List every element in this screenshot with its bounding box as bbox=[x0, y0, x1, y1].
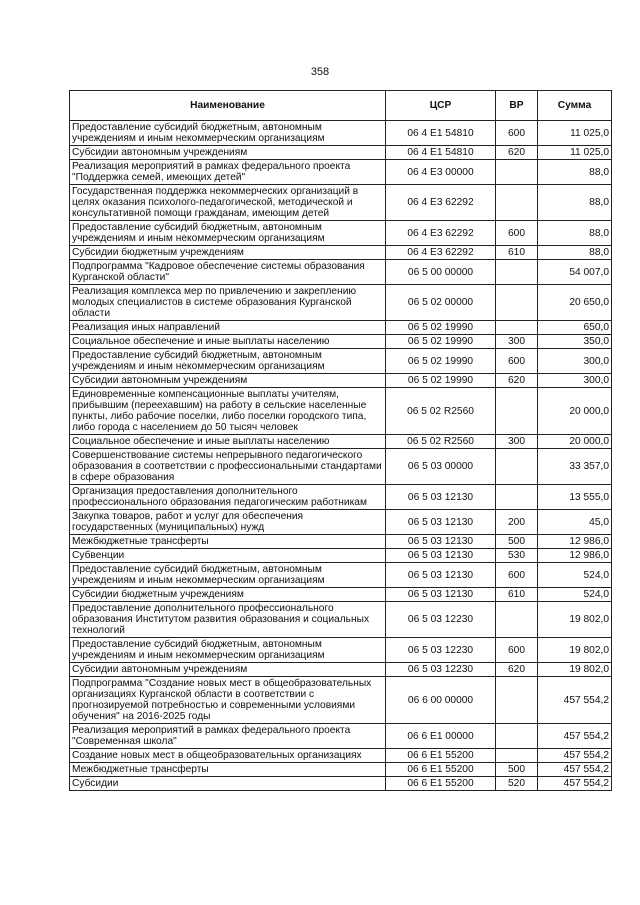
cell-name: Предоставление субсидий бюджетным, автономным учреждениям и иным некоммерческим организациям bbox=[70, 221, 386, 246]
cell-vr: 620 bbox=[496, 374, 538, 388]
cell-vr: 600 bbox=[496, 638, 538, 663]
cell-csr: 06 5 03 12130 bbox=[386, 588, 496, 602]
cell-name: Реализация мероприятий в рамках федерального проекта "Современная школа" bbox=[70, 724, 386, 749]
table-row bbox=[70, 449, 612, 485]
cell-csr: 06 6 E1 55200 bbox=[386, 777, 496, 791]
table-row bbox=[70, 285, 612, 321]
cell-csr: 06 5 02 19990 bbox=[386, 349, 496, 374]
cell-name: Реализация комплекса мер по привлечению и закреплению молодых специалистов в системе образования Курганской области bbox=[70, 285, 386, 321]
table-row bbox=[70, 602, 612, 638]
cell-sum: 457 554,2 bbox=[538, 749, 612, 763]
cell-sum: 457 554,2 bbox=[538, 724, 612, 749]
cell-name: Социальное обеспечение и иные выплаты населению bbox=[70, 435, 386, 449]
cell-csr: 06 4 E3 62292 bbox=[386, 221, 496, 246]
cell-name: Закупка товаров, работ и услуг для обеспечения государственных (муниципальных) нужд bbox=[70, 510, 386, 535]
cell-sum: 524,0 bbox=[538, 588, 612, 602]
cell-vr bbox=[496, 724, 538, 749]
cell-sum: 12 986,0 bbox=[538, 549, 612, 563]
cell-vr bbox=[496, 260, 538, 285]
cell-vr: 620 bbox=[496, 663, 538, 677]
header-sum: Сумма bbox=[538, 91, 612, 121]
table-row bbox=[70, 335, 612, 349]
cell-vr: 600 bbox=[496, 221, 538, 246]
table-row bbox=[70, 321, 612, 335]
cell-csr: 06 6 E1 00000 bbox=[386, 724, 496, 749]
cell-sum: 88,0 bbox=[538, 221, 612, 246]
cell-sum: 524,0 bbox=[538, 563, 612, 588]
table-row bbox=[70, 663, 612, 677]
cell-csr: 06 4 E3 00000 bbox=[386, 160, 496, 185]
cell-csr: 06 5 03 12130 bbox=[386, 485, 496, 510]
cell-vr bbox=[496, 160, 538, 185]
cell-vr bbox=[496, 749, 538, 763]
cell-csr: 06 4 E1 54810 bbox=[386, 146, 496, 160]
cell-sum: 12 986,0 bbox=[538, 535, 612, 549]
cell-name: Предоставление дополнительного профессионального образования Институтом развития образования и социальных технологий bbox=[70, 602, 386, 638]
cell-name: Субвенции bbox=[70, 549, 386, 563]
cell-name: Предоставление субсидий бюджетным, автономным учреждениям и иным некоммерческим организациям bbox=[70, 349, 386, 374]
cell-csr: 06 5 02 19990 bbox=[386, 374, 496, 388]
table-row bbox=[70, 146, 612, 160]
cell-vr: 520 bbox=[496, 777, 538, 791]
cell-name: Реализация иных направлений bbox=[70, 321, 386, 335]
cell-vr: 600 bbox=[496, 121, 538, 146]
table-row bbox=[70, 121, 612, 146]
cell-sum: 19 802,0 bbox=[538, 663, 612, 677]
cell-vr: 300 bbox=[496, 435, 538, 449]
cell-sum: 19 802,0 bbox=[538, 602, 612, 638]
cell-vr: 530 bbox=[496, 549, 538, 563]
cell-sum: 33 357,0 bbox=[538, 449, 612, 485]
header-csr: ЦСР bbox=[386, 91, 496, 121]
table-row bbox=[70, 349, 612, 374]
table-row bbox=[70, 260, 612, 285]
page-number: 358 bbox=[310, 66, 330, 78]
cell-name: Совершенствование системы непрерывного педагогического образования в соответствии с профессиональными стандартами в сфере образования bbox=[70, 449, 386, 485]
cell-name: Субсидии автономным учреждениям bbox=[70, 374, 386, 388]
header-vr: ВР bbox=[496, 91, 538, 121]
cell-csr: 06 4 E1 54810 bbox=[386, 121, 496, 146]
table-body bbox=[70, 121, 612, 791]
cell-csr: 06 4 E3 62292 bbox=[386, 185, 496, 221]
cell-csr: 06 6 E1 55200 bbox=[386, 763, 496, 777]
cell-sum: 300,0 bbox=[538, 374, 612, 388]
table-row bbox=[70, 246, 612, 260]
cell-name: Реализация мероприятий в рамках федерального проекта "Поддержка семей, имеющих детей" bbox=[70, 160, 386, 185]
table-row bbox=[70, 185, 612, 221]
cell-csr: 06 5 03 00000 bbox=[386, 449, 496, 485]
cell-csr: 06 6 E1 55200 bbox=[386, 749, 496, 763]
cell-vr: 610 bbox=[496, 246, 538, 260]
cell-name: Межбюджетные трансферты bbox=[70, 763, 386, 777]
table-row bbox=[70, 549, 612, 563]
cell-name: Социальное обеспечение и иные выплаты населению bbox=[70, 335, 386, 349]
cell-sum: 19 802,0 bbox=[538, 638, 612, 663]
cell-vr: 300 bbox=[496, 335, 538, 349]
table-header-row bbox=[70, 91, 612, 121]
cell-vr bbox=[496, 285, 538, 321]
cell-name: Субсидии автономным учреждениям bbox=[70, 146, 386, 160]
cell-sum: 300,0 bbox=[538, 349, 612, 374]
cell-vr bbox=[496, 449, 538, 485]
cell-csr: 06 5 03 12130 bbox=[386, 549, 496, 563]
cell-csr: 06 5 02 00000 bbox=[386, 285, 496, 321]
cell-csr: 06 5 02 R2560 bbox=[386, 435, 496, 449]
cell-csr: 06 5 03 12130 bbox=[386, 510, 496, 535]
cell-csr: 06 5 03 12230 bbox=[386, 602, 496, 638]
cell-name: Предоставление субсидий бюджетным, автономным учреждениям и иным некоммерческим организациям bbox=[70, 638, 386, 663]
cell-csr: 06 6 00 00000 bbox=[386, 677, 496, 724]
cell-vr: 620 bbox=[496, 146, 538, 160]
table-row bbox=[70, 588, 612, 602]
table-row bbox=[70, 677, 612, 724]
cell-name: Подпрограмма "Кадровое обеспечение системы образования Курганской области" bbox=[70, 260, 386, 285]
budget-table bbox=[69, 90, 612, 791]
table-row bbox=[70, 749, 612, 763]
cell-vr bbox=[496, 485, 538, 510]
cell-sum: 13 555,0 bbox=[538, 485, 612, 510]
table-row bbox=[70, 724, 612, 749]
cell-name: Предоставление субсидий бюджетным, автономным учреждениям и иным некоммерческим организациям bbox=[70, 563, 386, 588]
cell-sum: 20 000,0 bbox=[538, 435, 612, 449]
cell-vr: 600 bbox=[496, 563, 538, 588]
table-row bbox=[70, 638, 612, 663]
cell-csr: 06 5 03 12130 bbox=[386, 535, 496, 549]
table-row bbox=[70, 563, 612, 588]
cell-csr: 06 5 02 19990 bbox=[386, 335, 496, 349]
cell-name: Государственная поддержка некоммерческих организаций в целях оказания психолого-педагогической, методической и консультативной помощи гражданам, имеющим детей bbox=[70, 185, 386, 221]
cell-csr: 06 4 E3 62292 bbox=[386, 246, 496, 260]
table-row bbox=[70, 374, 612, 388]
cell-vr: 200 bbox=[496, 510, 538, 535]
cell-name: Единовременные компенсационные выплаты учителям, прибывшим (переехавшим) на работу в сельские населенные пункты, либо рабочие поселки, либо поселки городского типа, либо города с населением до 50 тысяч человек bbox=[70, 388, 386, 435]
cell-name: Субсидии бюджетным учреждениям bbox=[70, 246, 386, 260]
cell-sum: 54 007,0 bbox=[538, 260, 612, 285]
cell-sum: 350,0 bbox=[538, 335, 612, 349]
cell-sum: 457 554,2 bbox=[538, 677, 612, 724]
cell-sum: 650,0 bbox=[538, 321, 612, 335]
cell-vr: 600 bbox=[496, 349, 538, 374]
cell-name: Предоставление субсидий бюджетным, автономным учреждениям и иным некоммерческим организациям bbox=[70, 121, 386, 146]
table-row bbox=[70, 388, 612, 435]
cell-vr bbox=[496, 602, 538, 638]
header-name: Наименование bbox=[70, 91, 386, 121]
cell-sum: 20 000,0 bbox=[538, 388, 612, 435]
cell-vr bbox=[496, 677, 538, 724]
cell-name: Межбюджетные трансферты bbox=[70, 535, 386, 549]
cell-sum: 45,0 bbox=[538, 510, 612, 535]
table-row bbox=[70, 510, 612, 535]
cell-vr bbox=[496, 185, 538, 221]
cell-csr: 06 5 02 19990 bbox=[386, 321, 496, 335]
cell-csr: 06 5 03 12230 bbox=[386, 638, 496, 663]
cell-sum: 88,0 bbox=[538, 160, 612, 185]
cell-sum: 20 650,0 bbox=[538, 285, 612, 321]
cell-sum: 88,0 bbox=[538, 185, 612, 221]
cell-sum: 457 554,2 bbox=[538, 763, 612, 777]
table-row bbox=[70, 160, 612, 185]
table-row bbox=[70, 535, 612, 549]
cell-name: Субсидии бюджетным учреждениям bbox=[70, 588, 386, 602]
table-row bbox=[70, 777, 612, 791]
cell-csr: 06 5 03 12130 bbox=[386, 563, 496, 588]
table-row bbox=[70, 221, 612, 246]
cell-vr: 610 bbox=[496, 588, 538, 602]
table-row bbox=[70, 485, 612, 510]
cell-name: Субсидии bbox=[70, 777, 386, 791]
cell-sum: 11 025,0 bbox=[538, 146, 612, 160]
cell-name: Создание новых мест в общеобразовательных организациях bbox=[70, 749, 386, 763]
cell-name: Подпрограмма "Создание новых мест в общеобразовательных организациях Курганской области в соответствии с прогнозируемой потребностью и современными условиями обучения" на 2016-2025 годы bbox=[70, 677, 386, 724]
cell-csr: 06 5 03 12230 bbox=[386, 663, 496, 677]
cell-vr: 500 bbox=[496, 763, 538, 777]
cell-sum: 88,0 bbox=[538, 246, 612, 260]
cell-sum: 11 025,0 bbox=[538, 121, 612, 146]
table-row bbox=[70, 763, 612, 777]
cell-name: Субсидии автономным учреждениям bbox=[70, 663, 386, 677]
cell-vr bbox=[496, 388, 538, 435]
table-row bbox=[70, 435, 612, 449]
cell-csr: 06 5 02 R2560 bbox=[386, 388, 496, 435]
cell-name: Организация предоставления дополнительного профессионального образования педагогическим работникам bbox=[70, 485, 386, 510]
cell-csr: 06 5 00 00000 bbox=[386, 260, 496, 285]
cell-vr bbox=[496, 321, 538, 335]
cell-sum: 457 554,2 bbox=[538, 777, 612, 791]
cell-vr: 500 bbox=[496, 535, 538, 549]
